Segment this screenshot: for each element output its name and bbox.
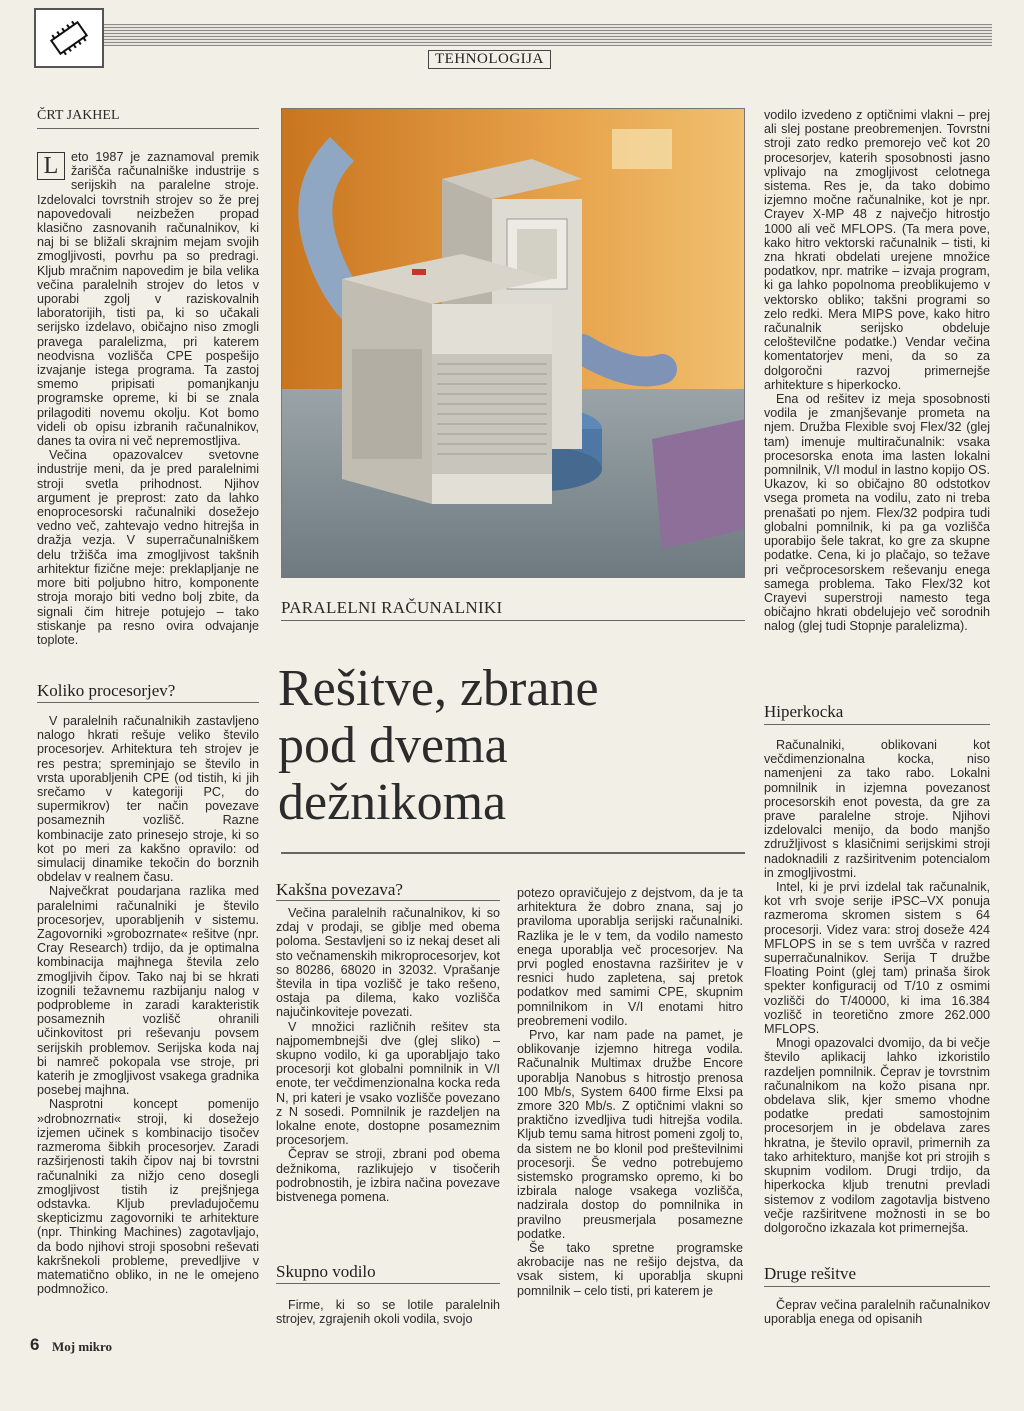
paragraph: Še tako spretne programske akrobacije nas ne rešijo dejstva, da vsak sistem, ki uporablja skupni pomnilnik – celo tisti, pri katerem je — [517, 1241, 743, 1298]
subhead-hiperkocka: Hiperkocka — [764, 702, 844, 721]
chip-icon — [34, 8, 104, 68]
magazine-name: Moj mikro — [52, 1339, 113, 1354]
paragraph: Mnogi opazovalci dvomijo, da bi večje število aplikacij lahko izkoristilo razdeljen pomnilnik. Čeprav je tovrstnim računalnikom na kožo pisana npr. obdelava slik, kjer smemo vhodne podatke predati samostojnim procesorjem in je obdelava zares hkratna, je število opravil, primernih za tako arhitekturo, manjše kot pri strojih s skupnim vodilom. Drugi trdijo, da hiperkocka kljub trenutni prevladi sistemov z vodilom zagotavlja bistveno večje razširitvene možnosti in se bo dolgoročno izkazala kot primernejša. — [764, 1036, 990, 1235]
paragraph: V paralelnih računalnikih zastavljeno nalogo hkrati rešuje veliko število procesorjev. Arhitektura teh strojev je res pestra; spreminjajo se število in vrsta uporabljenih CPE (od tistih, ki jih srečamo v kategoriji PC, do supermikrov) ter način povezave posameznih vozlišč. Razne kombinacije zato prinesejo stroje, ki so kot po meri za kakšno opravilo: od simulacij dinamike tekočin do borznih obdelav v realnem času. — [37, 714, 259, 885]
column-4 — [764, 108, 990, 634]
computer-photo — [281, 108, 745, 578]
kicker-rule — [281, 620, 745, 621]
headline-line: dežnikoma — [278, 774, 507, 831]
subhead-rule — [276, 900, 500, 901]
section-tag: TEHNOLOGIJA — [428, 50, 551, 69]
header-stripes — [60, 24, 992, 46]
author-rule — [37, 128, 259, 129]
subhead-rule — [764, 1286, 990, 1287]
column-2 — [276, 906, 500, 1204]
paragraph: potezo opravičujejo z dejstvom, da je ta arhitektura že dobro znana, saj jo praviloma uporablja serijski računalniki. Razlika je le v tem, da vodilo namesto enega uporablja več procesorjev. Na prvi pogled enostavna razširitev je v resnici hudo zapletena, saj pretok podatkov med samimi CPE, skupnim pomnilnikom in V/I enotami hitro preobremeni vodilo. — [517, 886, 743, 1028]
author-byline: ČRT JAKHEL — [37, 108, 120, 123]
subhead-rule — [764, 724, 990, 725]
subhead-rule — [37, 702, 259, 703]
column-4-end — [764, 1298, 990, 1326]
headline-rule — [281, 852, 745, 854]
subhead-koliko-procesorjev: Koliko procesorjev? — [37, 681, 176, 700]
paragraph: V množici različnih rešitev sta najpomembnejši dve (glej sliko) – skupno vodilo, ki ga uporabljajo tako procesorji kot globalni pomnilnik in V/I enote, ter večdimenzionalna kocka reda N, pri kateri je vsako vozlišče povezano z N sosedi. Pomnilnik je razdeljen na lokalne enote, dostopne posameznim procesorjem. — [276, 1019, 500, 1148]
paragraph: Ena od rešitev iz meja sposobnosti vodila je zmanjševanje prometa na njem. Družba Flexible svoj Flex/32 (glej tam) imenuje multiračunalnik: vsaka procesorska enota ima lasten lokalni pomnilnik, V/I modul in lastno kopijo OS. Ukazov, ki so običajno 80 odstotkov vsega prometa na vodilu, zato ni treba prenašati po njem. Flex/32 podpira tudi globalni pomnilnik, ki pa ga vozlišča uporabijo šele takrat, ko gre za skupne podatke. Cena, ki jo plačajo, so težave pri večprocesorskem reševanju enega samega problema. Tako Flex/32 kot Crayevi superstroji namesto tega običajno hkrati obdelujejo več sorodnih nalog (glej tudi Stopnje paralelizma). — [764, 392, 990, 634]
paragraph: Prvo, kar nam pade na pamet, je oblikovanje izjemno hitrega vodila. Računalnik Multimax družbe Encore uporablja Nanobus s hitrostjo prenosa 100 Mb/s, System 6400 firme Elxsi pa zmore 320 Mb/s. Z optičnimi vlakni so praktično izvedljiva tudi hitrejša vodila. Kljub temu sama hitrost pomeni zgolj to, da sistem ne bo klonil pod preštevilnimi procesorji. Še vedno potrebujemo sistemsko programsko opremo, ki bo izbirala naloge vsakega vozlišča, nadzirala dostop do pomnilnika in pravilno preusmerjala posamezne podatke. — [517, 1028, 743, 1241]
column-4-continued — [764, 738, 990, 1235]
article-kicker: PARALELNI RAČUNALNIKI — [281, 598, 503, 617]
paragraph: Računalniki, oblikovani kot večdimenzionalna kocka, niso namenjeni za tako rabo. Lokalni pomnilnik in izjemna povezanost procesorskih enot povesta, da gre za prave paralelne stroje. Njihovi izdelovalci menijo, da bodo manjšo združljivost s klasičnimi serijskimi stroji nadoknadili z razširitvenim potencialom in zmogljivostmi. — [764, 738, 990, 880]
headline-line: pod dvema — [278, 717, 508, 774]
paragraph: Največkrat poudarjana razlika med paralelnimi računalniki je število procesorjev, uporabljenih v sistemu. Zagovorniki »grobozrnate« rešitve (npr. Cray Research) trdijo, da je optimalna kombinacija majhnega števila zelo zmogljivih čipov. Tako naj bi se hkrati izognili težavnemu razbijanju nalog v podprobleme in zaradi karakteristik posameznih vozlišč ohranili učinkovitost pri reševanju povsem serijskih problemov. Serijska koda naj bi namreč pokopala vse stroje, pri katerih je zmogljivost vsakega gradnika posebej majhna. — [37, 884, 259, 1098]
paragraph: vodilo izvedeno z optičnimi vlakni – prej ali slej postane preobremenjen. Tovrstni stroji zato redko premorejo več kot 20 procesorjev, katerih sposobnosti jasno vplivajo na zmogljivost celotnega sistema. Res je, da tako dobimo izjemno močne računalnike, kot je npr. Crayev X-MP 48 z največjo hitrostjo 1000 ali več MFLOPS. (Ta mera pove, kako hitro vektorski računalnik – tisti, ki zna hkrati obdelati urejene množice podatkov, npr. matrike – izvaja program, ki ga lahko popolnoma preoblikujemo v vektorsko obliko; takšni programi so zelo redki. Mera MIPS pove, kako hitro računalnik serijsko obdeluje celoštevilčne podatke.) Vendar večina komentatorjev meni, da so za dolgoročni razvoj primernejše arhitekture s hiperkocko. — [764, 108, 990, 392]
headline-line: Rešitve, zbrane — [278, 660, 599, 717]
subhead-skupno-vodilo: Skupno vodilo — [276, 1262, 376, 1281]
subhead-kaksna-povezava: Kakšna povezava? — [276, 880, 403, 899]
paragraph: Čeprav se stroji, zbrani pod obema dežnikoma, razlikujejo v tisočerih podrobnostih, je izbira načina povezave bistvenega pomena. — [276, 1147, 500, 1205]
subhead-rule — [276, 1283, 500, 1284]
column-1-continued — [37, 714, 259, 1296]
article-headline — [278, 660, 748, 831]
drop-cap: L — [37, 152, 65, 180]
paragraph: Firme, ki so se lotile paralelnih strojev, zgrajenih okoli vodila, svojo — [276, 1298, 500, 1327]
intro-paragraph: eto 1987 je zaznamoval premik žarišča računalniške industrije s serijskih na paralelne stroje. Izdelovalci tovrstnih strojev so že prej napovedovali neizbežen propad klasično zasnovanih računalnikov, ki naj bi se bližali skrajnim mejam svojih zmogljivosti, povrhu pa so predragi. Kljub mračnim napovedim je bila velika večina paralelnih strojev do letos v uporabi zgolj v raziskovalnih laboratorijih, tisti pa, ki so učakali serijsko izdelavo, običajno niso zmogli pravega paralelizma, pri katerem neodvisna vozlišča CPE pospešijo izvajanje istega programa. Ta zastoj smemo pripisati pomanjkanju programske opreme, ki bi se znala prilagoditi novemu okolju. Kot bomo videli ob opisu izbranih računalnikov, danes ta ovira ni več nepremostljiva. — [37, 150, 259, 449]
paragraph: Večina paralelnih računalnikov, ki so zdaj v prodaji, se giblje med obema poloma. Sestavljeni so iz nekaj deset ali sto večnamenskih mikroprocesorjev, kot so 80286, 68020 in 32032. Vprašanje števila in tipa vozlišč je tako rešeno, ostaja pa dilema, kako vozlišča najučinkoviteje povezati. — [276, 906, 500, 1020]
column-3 — [517, 886, 743, 1298]
column-1 — [37, 150, 259, 647]
paragraph: Intel, ki je prvi izdelal tak računalnik, kot vrh svoje serije iPSC–VX ponuja razmeroma skromen sistem s 64 procesorji. Videz vara: stroj doseže 424 MFLOPS in se s tem uvršča v razred superračunalnikov. Serija T družbe Floating Point (glej tam) prinaša širok spekter konfiguracij od T/10 z osmimi vozlišči do T/40000, ki ima 16.384 vozlišč in teoretično zmore 262.000 MFLOPS. — [764, 880, 990, 1037]
paragraph: Čeprav večina paralelnih računalnikov uporablja enega od opisanih — [764, 1298, 990, 1327]
column-2-continued — [276, 1298, 500, 1326]
subhead-druge-resitve: Druge rešitve — [764, 1264, 857, 1283]
page-number: 6 — [30, 1335, 40, 1354]
paragraph: Večina opazovalcev svetovne industrije meni, da je pred paralelnimi stroji svetla prihodnost. Njihov argument je preprost: zato da lahko enoprocesorski računalniki dosežejo vedno več, zahtevajo vedno hitrejša in dražja vezja. V superračunalniškem delu tržišča ima zmogljivost takšnih arhitektur fizične meje: preklapljanje ne more biti poljubno hitro, komponente stroja morajo biti vedno bolj zbite, da signali čim hitreje potujejo – tako stiskanje pa resno ovira odvajanje toplote. — [37, 448, 259, 647]
paragraph: Nasprotni koncept pomenijo »drobnozrnati« stroji, ki dosežejo izjemen učinek s kombinacijo tisočev razmeroma šibkih procesorjev. Zaradi razširjenosti takih čipov naj bi tovrstni računalniki za nižjo ceno dosegli zmogljivost tistih iz prejšnjega odstavka. Kljub prevladujočemu skepticizmu zagovorniki te arhitekture (npr. Thinking Machines) zagotavljajo, da bodo njihovi stroji sposobni reševati kakršnekoli probleme, prevedljive v matematično obliko, in ne le omejeno podmnožico. — [37, 1097, 259, 1297]
